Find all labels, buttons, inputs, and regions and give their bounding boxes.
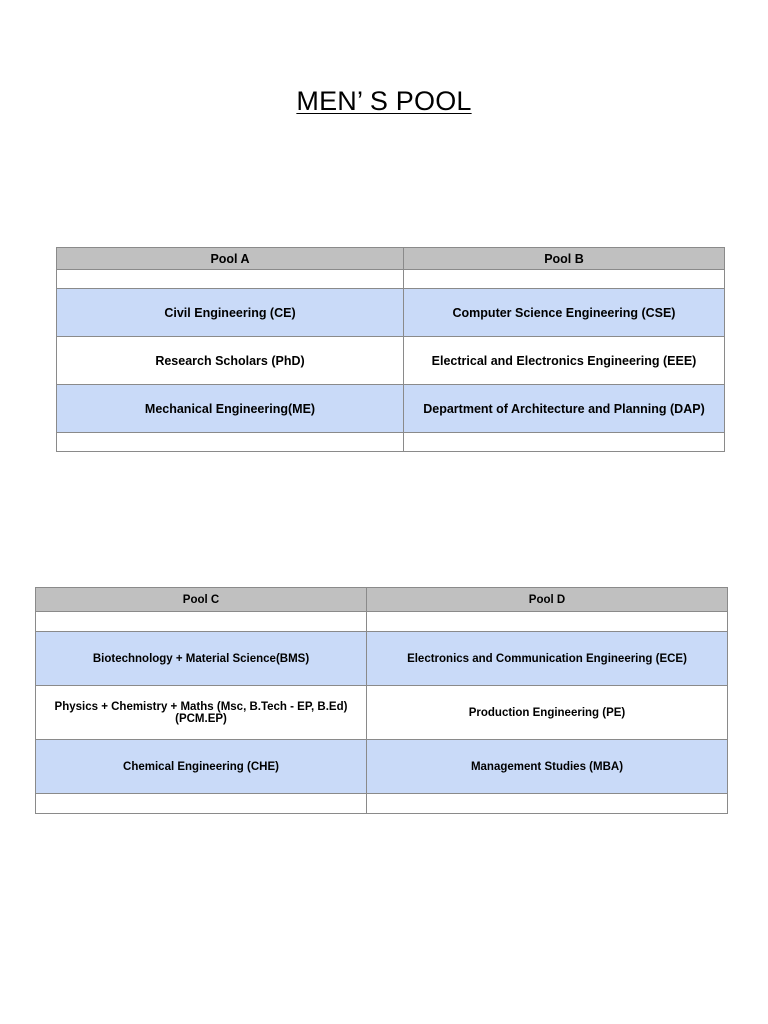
blank-cell bbox=[367, 612, 728, 632]
page-title: MEN’ S POOL bbox=[296, 86, 472, 116]
blank-row bbox=[36, 794, 728, 814]
blank-cell bbox=[57, 433, 404, 452]
table-row bbox=[57, 289, 725, 337]
blank-row bbox=[57, 270, 725, 289]
table-header-row bbox=[36, 588, 728, 612]
table-cell: Chemical Engineering (CHE) bbox=[36, 740, 367, 794]
pool-cd-table bbox=[35, 587, 728, 814]
blank-cell bbox=[36, 794, 367, 814]
pool-d-header: Pool D bbox=[367, 588, 728, 612]
blank-cell bbox=[36, 612, 367, 632]
table-cell: Civil Engineering (CE) bbox=[57, 289, 404, 337]
blank-cell bbox=[57, 270, 404, 289]
pool-b-header: Pool B bbox=[404, 248, 725, 270]
table-cell: Production Engineering (PE) bbox=[367, 686, 728, 740]
table-cell: Computer Science Engineering (CSE) bbox=[404, 289, 725, 337]
table-cell: Electronics and Communication Engineering (ECE) bbox=[367, 632, 728, 686]
table-row bbox=[36, 632, 728, 686]
pool-a-header: Pool A bbox=[57, 248, 404, 270]
table-cell: Mechanical Engineering(ME) bbox=[57, 385, 404, 433]
table-cell: Management Studies (MBA) bbox=[367, 740, 728, 794]
table-row bbox=[57, 385, 725, 433]
table-cell: Department of Architecture and Planning (DAP) bbox=[404, 385, 725, 433]
pool-ab-table bbox=[56, 247, 725, 452]
table-cell: Biotechnology + Material Science(BMS) bbox=[36, 632, 367, 686]
table-row bbox=[57, 337, 725, 385]
table-cell: Electrical and Electronics Engineering (EEE) bbox=[404, 337, 725, 385]
table-row bbox=[36, 686, 728, 740]
pool-c-header: Pool C bbox=[36, 588, 367, 612]
blank-cell bbox=[404, 433, 725, 452]
blank-cell bbox=[404, 270, 725, 289]
blank-cell bbox=[367, 794, 728, 814]
table-row bbox=[36, 740, 728, 794]
blank-row bbox=[57, 433, 725, 452]
table-cell: Research Scholars (PhD) bbox=[57, 337, 404, 385]
table-cell: Physics + Chemistry + Maths (Msc, B.Tech - EP, B.Ed)(PCM.EP) bbox=[36, 686, 367, 740]
blank-row bbox=[36, 612, 728, 632]
table-header-row bbox=[57, 248, 725, 270]
